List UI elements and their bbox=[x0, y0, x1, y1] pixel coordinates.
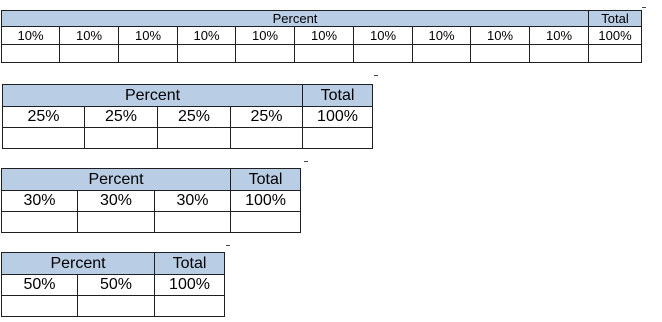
percent-cell: 25% bbox=[231, 107, 303, 128]
total-header: Total bbox=[231, 169, 301, 191]
percent-header: Percent bbox=[2, 253, 155, 275]
blank-cell bbox=[236, 45, 295, 63]
blank-cell bbox=[303, 128, 373, 149]
blank-cell bbox=[3, 128, 85, 149]
percent-cell: 10% bbox=[471, 27, 530, 45]
table-values-row bbox=[2, 191, 301, 212]
blank-cell bbox=[119, 45, 178, 63]
total-header: Total bbox=[303, 85, 373, 107]
percent-cell: 10% bbox=[119, 27, 178, 45]
percent-table-tenths bbox=[1, 10, 642, 63]
total-cell: 100% bbox=[155, 275, 225, 296]
total-cell: 100% bbox=[303, 107, 373, 128]
total-header: Total bbox=[155, 253, 225, 275]
corner-mark bbox=[304, 161, 308, 162]
percent-cell: 25% bbox=[158, 107, 231, 128]
percent-cell: 25% bbox=[3, 107, 85, 128]
table-header-row bbox=[2, 169, 301, 191]
percent-table-halves bbox=[1, 252, 225, 317]
blank-cell bbox=[231, 212, 301, 233]
blank-cell bbox=[354, 45, 413, 63]
percent-cell: 10% bbox=[354, 27, 413, 45]
percent-cell: 50% bbox=[2, 275, 78, 296]
blank-cell bbox=[60, 45, 119, 63]
table-blank-row bbox=[2, 45, 642, 63]
table-blank-row bbox=[2, 296, 225, 317]
percent-cell: 10% bbox=[530, 27, 589, 45]
total-cell: 100% bbox=[231, 191, 301, 212]
corner-mark bbox=[226, 245, 230, 246]
percent-cell: 25% bbox=[85, 107, 158, 128]
table-values-row bbox=[2, 27, 642, 45]
table-header-row bbox=[2, 11, 642, 27]
percent-cell: 50% bbox=[78, 275, 155, 296]
blank-cell bbox=[471, 45, 530, 63]
table-header-row bbox=[3, 85, 373, 107]
blank-cell bbox=[158, 128, 231, 149]
blank-cell bbox=[295, 45, 354, 63]
blank-cell bbox=[155, 212, 231, 233]
percent-cell: 10% bbox=[2, 27, 60, 45]
blank-cell bbox=[2, 212, 78, 233]
table-values-row bbox=[3, 107, 373, 128]
percent-cell: 10% bbox=[60, 27, 119, 45]
blank-cell bbox=[530, 45, 589, 63]
percent-header: Percent bbox=[2, 169, 231, 191]
table-blank-row bbox=[3, 128, 373, 149]
table-values-row bbox=[2, 275, 225, 296]
percent-header: Percent bbox=[2, 11, 589, 27]
blank-cell bbox=[2, 296, 78, 317]
blank-cell bbox=[413, 45, 471, 63]
table-header-row bbox=[2, 253, 225, 275]
percent-cell: 30% bbox=[2, 191, 78, 212]
blank-cell bbox=[231, 128, 303, 149]
percent-cell: 10% bbox=[295, 27, 354, 45]
blank-cell bbox=[2, 45, 60, 63]
blank-cell bbox=[85, 128, 158, 149]
percent-cell: 30% bbox=[155, 191, 231, 212]
percent-cell: 10% bbox=[178, 27, 236, 45]
percent-cell: 10% bbox=[236, 27, 295, 45]
total-cell: 100% bbox=[589, 27, 642, 45]
table-blank-row bbox=[2, 212, 301, 233]
corner-mark bbox=[374, 75, 378, 76]
corner-mark bbox=[642, 7, 646, 8]
blank-cell bbox=[589, 45, 642, 63]
blank-cell bbox=[78, 296, 155, 317]
percent-header: Percent bbox=[3, 85, 303, 107]
percent-table-quarters bbox=[2, 84, 373, 149]
blank-cell bbox=[78, 212, 155, 233]
percent-cell: 10% bbox=[413, 27, 471, 45]
blank-cell bbox=[155, 296, 225, 317]
blank-cell bbox=[178, 45, 236, 63]
percent-cell: 30% bbox=[78, 191, 155, 212]
total-header: Total bbox=[589, 11, 642, 27]
percent-table-thirds bbox=[1, 168, 301, 233]
